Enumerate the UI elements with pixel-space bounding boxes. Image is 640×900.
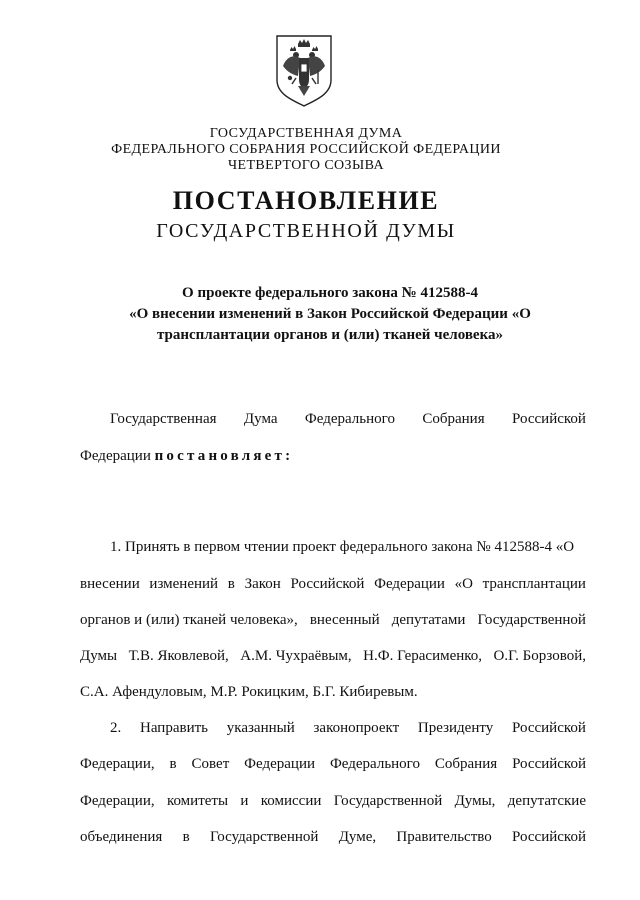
- word: в: [169, 756, 177, 772]
- word: Направить: [140, 720, 208, 736]
- word: Государственной: [333, 793, 443, 809]
- word: Думе,: [338, 829, 377, 845]
- word: Российской: [512, 411, 586, 427]
- word: депутатские: [507, 793, 586, 809]
- word: Федерации,: [80, 756, 155, 772]
- paragraph-2-line: [110, 719, 586, 737]
- decree-title-line: «О внесении изменений в Закон Российской Федерации «О: [129, 306, 531, 322]
- document-type-subtitle: ГОСУДАРСТВЕННОЙ ДУМЫ: [156, 220, 456, 242]
- word: Т.В. Яковлевой,: [128, 648, 229, 664]
- word: Федерации: [80, 448, 155, 464]
- word: в: [182, 829, 190, 845]
- word: Федерации: [244, 756, 316, 772]
- decree-title-line: О проекте федерального закона № 412588-4: [182, 285, 478, 301]
- word: Государственной: [477, 612, 586, 628]
- paragraph-1-line: [80, 647, 586, 665]
- word: О.Г. Борзовой,: [493, 648, 586, 664]
- state-emblem-icon: [274, 34, 334, 108]
- word: Федерации: [374, 576, 445, 592]
- resolves-word: постановляет:: [154, 448, 294, 464]
- header-line-convocation: ЧЕТВЕРТОГО СОЗЫВА: [228, 158, 384, 173]
- word: «О: [454, 576, 473, 592]
- word: Правительство: [396, 829, 492, 845]
- preamble-line: [80, 447, 293, 465]
- word: Думы: [80, 648, 118, 664]
- word: указанный: [226, 720, 295, 736]
- decree-title-line: трансплантации органов и (или) тканей человека»: [156, 327, 504, 343]
- word: Федерального: [329, 756, 420, 772]
- paragraph-2-line: [80, 755, 586, 773]
- paragraph-2-line: [80, 792, 586, 810]
- word: Президенту: [417, 720, 494, 736]
- document-type-title: ПОСТАНОВЛЕНИЕ: [172, 186, 440, 215]
- issuer-header: [0, 126, 612, 174]
- word: Российской: [290, 576, 365, 592]
- decree-title: [110, 283, 550, 346]
- word: Федерального: [304, 411, 395, 427]
- paragraph-1-line: [80, 611, 586, 629]
- word: Государственной: [209, 829, 319, 845]
- word: Закон: [244, 576, 281, 592]
- paragraph-2-line: [80, 828, 586, 846]
- word: А.М. Чухраёвым,: [240, 648, 352, 664]
- word: Совет: [191, 756, 230, 772]
- word: органов и (или) тканей человека»,: [80, 612, 298, 628]
- word: комиссии: [260, 793, 322, 809]
- word: Думы,: [454, 793, 496, 809]
- word: Собрания: [434, 756, 498, 772]
- word: законопроект: [313, 720, 400, 736]
- word: комитеты: [166, 793, 229, 809]
- word: трансплантации: [482, 576, 586, 592]
- word: Н.Ф. Герасименко,: [363, 648, 483, 664]
- header-line-assembly: ФЕДЕРАЛЬНОГО СОБРАНИЯ РОССИЙСКОЙ ФЕДЕРАЦИИ: [111, 142, 501, 157]
- word: Российской: [512, 829, 586, 845]
- word: 2.: [110, 720, 122, 736]
- header-line-duma: ГОСУДАРСТВЕННАЯ ДУМА: [209, 126, 403, 141]
- word: и: [240, 793, 249, 809]
- word: Дума: [243, 411, 278, 427]
- word: Федерации,: [80, 793, 155, 809]
- word: внесении: [80, 576, 140, 592]
- paragraph-1-line: С.А. Афендуловым, М.Р. Рокицким, Б.Г. Кибиревым.: [80, 684, 418, 700]
- word: внесенный: [309, 612, 380, 628]
- word: объединения: [80, 829, 163, 845]
- word: Российской: [512, 756, 586, 772]
- word: Собрания: [422, 411, 485, 427]
- word: Государственная: [110, 411, 217, 427]
- word: в: [227, 576, 235, 592]
- word: Российской: [512, 720, 586, 736]
- paragraph-1-line: [80, 575, 586, 593]
- preamble-line: [110, 410, 586, 428]
- paragraph-1-line: 1. Принять в первом чтении проект федерального закона № 412588-4 «О: [110, 539, 575, 555]
- word: депутатами: [391, 612, 466, 628]
- word: изменений: [149, 576, 219, 592]
